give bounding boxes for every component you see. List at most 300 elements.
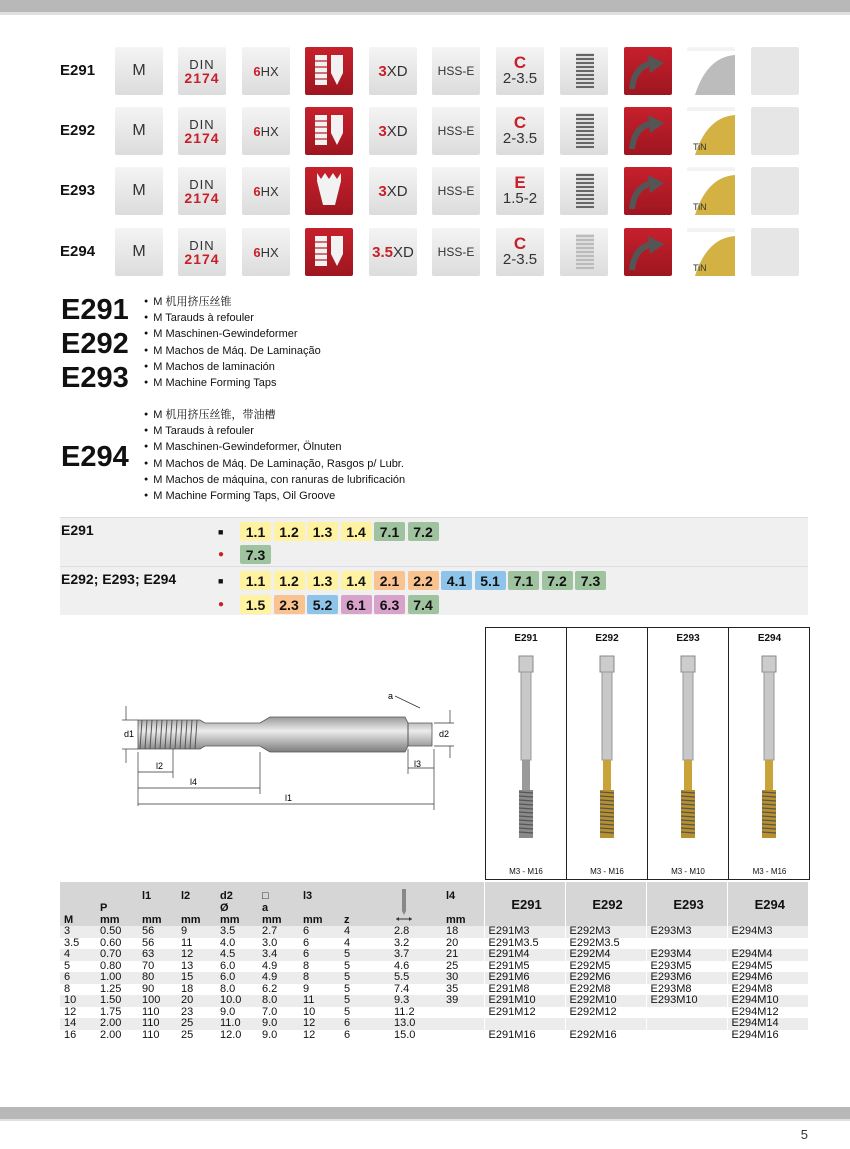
thread-form-icon: [305, 167, 353, 215]
coating-tile: [687, 107, 735, 155]
material-chip: 2.1: [374, 571, 405, 590]
icon-row: [60, 107, 805, 155]
table-cell: E294M4: [727, 949, 808, 961]
description-list-1: [144, 294, 321, 391]
header-l4: [442, 882, 484, 926]
table-cell: E293M6: [646, 972, 727, 984]
chamfer-range: 2-3.5: [502, 251, 538, 268]
table-cell: 4.0: [220, 936, 236, 949]
material-label: HSS-E: [437, 245, 475, 259]
thread-form-icon: [305, 47, 353, 95]
table-cell: E293M8: [646, 984, 727, 996]
table-cell: 5: [344, 959, 351, 972]
material-chip: 7.2: [542, 571, 573, 590]
table-cell: 5: [340, 995, 390, 1007]
material-chip: 7.2: [408, 522, 439, 541]
thread-form-icon: [305, 107, 353, 155]
table-cell: 110: [142, 1028, 160, 1041]
table-cell: 2.00: [100, 1028, 122, 1041]
tolerance-label: [253, 184, 278, 199]
header-a: [258, 882, 299, 926]
description-line: ● M Machine Forming Taps, Oil Groove: [144, 488, 405, 504]
table-cell: E292M12: [565, 1007, 646, 1019]
table-cell: E291M3.5: [484, 938, 565, 950]
table-cell: E293M3: [646, 926, 727, 938]
photo-column: [567, 628, 648, 879]
description-line: ● M Machos de laminación: [144, 359, 321, 375]
table-cell: [565, 1018, 646, 1030]
depth-label: [378, 63, 407, 80]
thread-image-icon: [560, 167, 608, 215]
empty-tile: [751, 47, 799, 95]
header-drill: [390, 882, 442, 926]
header-a-text: a: [262, 902, 269, 914]
tolerance-tile: [242, 47, 290, 95]
table-cell: 6.0: [220, 959, 236, 972]
diameter-symbol: Ø: [220, 902, 229, 914]
din-tile: [178, 167, 226, 215]
table-cell: 20: [446, 936, 459, 949]
bottom-bar-light: [0, 1119, 850, 1121]
table-cell: 25: [177, 1018, 216, 1030]
table-cell: 18: [181, 982, 194, 995]
material-chip: 7.3: [575, 571, 606, 590]
secondary-marker: ●: [218, 599, 225, 610]
table-cell: 8: [299, 972, 340, 984]
table-cell: E291M8: [484, 984, 565, 996]
table-cell: [442, 1007, 484, 1019]
table-cell: 16: [64, 1028, 77, 1041]
description-line: ● M 机用挤压丝锥，带油槽: [144, 407, 405, 423]
table-cell: 12.0: [220, 1028, 242, 1041]
table-cell: 9.0: [262, 1028, 278, 1041]
table-cell: 13: [181, 959, 194, 972]
table-cell: 8.0: [258, 995, 299, 1007]
header-p-text: P: [100, 902, 108, 914]
table-cell: E292M6: [565, 972, 646, 984]
material-chip: 1.4: [341, 522, 372, 541]
material-chip: 7.3: [240, 545, 271, 564]
table-cell: 3.7: [390, 949, 442, 961]
material-tile: [432, 228, 480, 276]
unit: mm: [181, 914, 201, 926]
table-cell: 25: [446, 959, 459, 972]
description-line: ● M Tarauds à refouler: [144, 423, 405, 439]
chamfer-class-tile: [496, 228, 544, 276]
table-cell: 0.60: [100, 936, 122, 949]
description-line: ● M Machos de máquina, con ranuras de lubrificación: [144, 472, 405, 488]
tolerance-label: [253, 124, 278, 139]
table-cell: 21: [442, 949, 484, 961]
table-cell: 15.0: [394, 1028, 416, 1041]
table-row: [60, 1030, 808, 1042]
material-chip: 6.1: [341, 595, 372, 614]
table-cell: 10.0: [216, 995, 258, 1007]
header-code: E293: [646, 882, 727, 926]
table-cell: 12: [303, 1028, 316, 1041]
table-cell: 110: [142, 1005, 160, 1018]
table-cell: 63: [138, 949, 177, 961]
description-line: ● M Maschinen-Gewindeformer, Ölnuten: [144, 439, 405, 455]
desc-code-2: E292: [61, 328, 129, 360]
tap-photo: [567, 652, 648, 852]
table-cell: 6: [60, 972, 96, 984]
header-code: E292: [565, 882, 646, 926]
unit: mm: [142, 914, 162, 926]
table-cell: E291M16: [484, 1030, 565, 1042]
tolerance-tile: [242, 167, 290, 215]
material-tile: [432, 167, 480, 215]
chamfer-letter: C: [513, 113, 527, 132]
photo-column: [486, 628, 567, 879]
label-l3: l3: [414, 759, 422, 769]
material-group-label: E291: [61, 522, 94, 538]
tap-photo: [648, 652, 729, 852]
din-bottom: 2174: [184, 250, 220, 267]
table-row: [60, 995, 808, 1007]
table-cell: 23: [181, 1005, 194, 1018]
spec-table: [60, 882, 808, 1041]
desc-code-3: E293: [61, 362, 129, 394]
table-cell: 1.75: [100, 1005, 122, 1018]
label-d1: d1: [124, 729, 135, 739]
photo-column: [648, 628, 729, 879]
material-chip: 1.5: [240, 595, 271, 614]
thread-m-tile: [115, 228, 163, 276]
din-tile: [178, 228, 226, 276]
material-chip: 1.3: [307, 571, 338, 590]
icon-row: [60, 47, 805, 95]
material-chip: 1.3: [307, 522, 338, 541]
table-cell: 3.4: [258, 949, 299, 961]
table-cell: 56: [138, 926, 177, 938]
unit: mm: [262, 914, 282, 926]
table-cell: 11: [299, 995, 340, 1007]
table-cell: 7.0: [262, 1005, 278, 1018]
table-cell: E292M4: [565, 949, 646, 961]
forming-arrow-icon: [624, 107, 672, 155]
primary-marker: ■: [218, 527, 224, 537]
thread-m-label: M: [132, 62, 146, 79]
table-cell: 4.9: [258, 972, 299, 984]
thread-m-tile: [115, 107, 163, 155]
table-cell: E293M10: [646, 995, 727, 1007]
tolerance-text: HX: [260, 123, 279, 139]
din-top: DIN: [189, 116, 215, 132]
material-chip: 7.4: [408, 595, 439, 614]
din-bottom: 2174: [184, 189, 220, 206]
material-chip: 5.1: [475, 571, 506, 590]
row-code: E294: [60, 243, 96, 260]
material-chip: 1.4: [341, 571, 372, 590]
description-line: ● M Machos de Máq. De Laminação, Rasgos p/ Lubr.: [144, 456, 405, 472]
photo-code: E294: [757, 633, 782, 644]
depth-tile: [369, 107, 417, 155]
forming-arrow-icon: [624, 47, 672, 95]
table-cell: 2.7: [258, 926, 299, 938]
header-code: E291: [484, 882, 565, 926]
depth-text: XD: [386, 182, 408, 200]
material-chip: 4.1: [441, 571, 472, 590]
desc-code-4: E294: [61, 441, 129, 473]
header-l3-text: l3: [303, 890, 313, 902]
table-cell: 56: [142, 936, 155, 949]
table-cell: 1.50: [96, 995, 138, 1007]
material-tile: [432, 107, 480, 155]
top-bar: [0, 0, 850, 12]
label-d2: d2: [439, 729, 450, 739]
table-row: [60, 938, 808, 950]
table-cell: 4.6: [394, 959, 410, 972]
header-l1: [138, 882, 177, 926]
thread-form-icon: [305, 228, 353, 276]
table-cell: 2.8: [390, 926, 442, 938]
din-top: DIN: [189, 176, 215, 192]
table-cell: 6: [340, 1018, 390, 1030]
tolerance-label: [253, 245, 278, 260]
table-cell: 25: [181, 1028, 194, 1041]
material-separator: [60, 566, 808, 567]
material-tile: [432, 47, 480, 95]
table-cell: 3.5: [64, 936, 80, 949]
table-cell: 10: [303, 1005, 316, 1018]
chamfer-class-tile: [496, 167, 544, 215]
table-cell: 4.9: [262, 959, 278, 972]
material-label: HSS-E: [437, 184, 475, 198]
table-cell: 5: [64, 959, 71, 972]
table-cell: E294M8: [727, 984, 808, 996]
depth-number: 3: [378, 62, 387, 80]
tolerance-number: 6: [253, 63, 261, 79]
material-chip: 7.1: [374, 522, 405, 541]
table-cell: E293M4: [646, 949, 727, 961]
table-cell: 5: [344, 1005, 351, 1018]
coating-tile: [687, 228, 735, 276]
table-row: [60, 972, 808, 984]
table-cell: 7.4: [394, 982, 410, 995]
table-cell: E294M5: [727, 961, 808, 973]
material-label: HSS-E: [437, 64, 475, 78]
table-cell: 1.00: [96, 972, 138, 984]
tap-photo: [486, 652, 567, 852]
material-chip: 1.1: [240, 522, 271, 541]
table-cell: E294M3: [727, 926, 808, 938]
din-top: DIN: [189, 56, 215, 72]
photo-code: E291: [514, 633, 538, 644]
depth-number: 3.5: [372, 243, 393, 261]
depth-label: [378, 123, 407, 140]
table-cell: 2.00: [96, 1018, 138, 1030]
header-d2: [216, 882, 258, 926]
header-z-text: z: [344, 914, 350, 926]
thread-m-tile: [115, 47, 163, 95]
desc-code-1: E291: [61, 294, 129, 326]
photo-range: M3 - M16: [752, 867, 787, 876]
table-row: [60, 961, 808, 973]
row-code: E291: [60, 62, 96, 79]
table-cell: 8: [64, 982, 71, 995]
table-cell: 9.3: [390, 995, 442, 1007]
table-cell: 12: [299, 1018, 340, 1030]
depth-text: XD: [393, 243, 414, 261]
table-cell: E294M14: [727, 1018, 808, 1030]
forming-arrow-icon: [624, 167, 672, 215]
depth-tile: [369, 167, 417, 215]
table-cell: E292M3.5: [565, 938, 646, 950]
drill-icon: [394, 887, 414, 923]
empty-tile: [751, 228, 799, 276]
table-cell: 4: [60, 949, 96, 961]
depth-label: [372, 244, 414, 261]
material-chip: 1.2: [274, 571, 305, 590]
label-l2: l2: [156, 761, 164, 771]
table-cell: E292M5: [565, 961, 646, 973]
table-cell: 11.2: [394, 1005, 415, 1018]
square-icon: □: [262, 890, 269, 902]
table-cell: 3.2: [394, 936, 410, 949]
photo-range: M3 - M16: [509, 867, 543, 876]
table-cell: 3: [60, 926, 96, 938]
table-cell: 11.0: [216, 1018, 258, 1030]
unit: mm: [220, 914, 240, 926]
table-cell: E291M6: [484, 972, 565, 984]
din-bottom: 2174: [184, 69, 220, 86]
photo-column: [729, 628, 810, 879]
thread-m-label: M: [132, 182, 146, 199]
table-cell: 5: [340, 972, 390, 984]
table-cell: 15: [177, 972, 216, 984]
material-chip: 1.2: [274, 522, 305, 541]
table-cell: 0.50: [96, 926, 138, 938]
table-cell: E294M6: [727, 972, 808, 984]
header-l3: [299, 882, 340, 926]
table-cell: E293M5: [646, 961, 727, 973]
depth-number: 3: [378, 122, 387, 140]
label-l1: l1: [285, 793, 293, 803]
table-cell: 12: [64, 1005, 77, 1018]
depth-tile: [369, 228, 417, 276]
table-cell: 9.0: [258, 1018, 299, 1030]
table-cell: 80: [138, 972, 177, 984]
depth-text: XD: [386, 122, 408, 140]
material-label: HSS-E: [437, 124, 475, 138]
table-cell: E292M10: [565, 995, 646, 1007]
icon-row: [60, 228, 805, 276]
chamfer-class-tile: [496, 107, 544, 155]
table-cell: 70: [142, 959, 155, 972]
table-cell: 6: [344, 1028, 351, 1041]
empty-tile: [751, 167, 799, 215]
tolerance-text: HX: [260, 244, 279, 260]
row-code: E292: [60, 122, 96, 139]
din-top: DIN: [189, 237, 215, 253]
thread-image-icon: [560, 47, 608, 95]
label-l4: l4: [190, 777, 198, 787]
page-number: 5: [800, 1127, 808, 1142]
table-cell: 4: [344, 936, 351, 949]
table-cell: 30: [442, 972, 484, 984]
table-cell: [646, 1030, 727, 1042]
depth-tile: [369, 47, 417, 95]
depth-number: 3: [378, 182, 387, 200]
tolerance-number: 6: [253, 244, 261, 260]
material-chip: 7.1: [508, 571, 539, 590]
bottom-bar: [0, 1107, 850, 1119]
table-cell: 9: [303, 982, 310, 995]
tolerance-number: 6: [253, 123, 261, 139]
chamfer-range: 2-3.5: [502, 70, 538, 87]
table-cell: 4.5: [216, 949, 258, 961]
table-cell: 6: [299, 949, 340, 961]
table-row: [60, 1007, 808, 1019]
header-l1-text: l1: [142, 890, 152, 902]
table-cell: 12: [177, 949, 216, 961]
material-chip: 1.1: [240, 571, 271, 590]
table-row: [60, 949, 808, 961]
tolerance-label: [253, 64, 278, 79]
table-cell: E292M3: [565, 926, 646, 938]
coating-label: TiN: [693, 202, 707, 212]
table-cell: E292M8: [565, 984, 646, 996]
table-cell: E294M12: [727, 1007, 808, 1019]
table-cell: 5.5: [390, 972, 442, 984]
table-cell: E294M16: [727, 1030, 808, 1042]
tolerance-tile: [242, 107, 290, 155]
coating-tile: [687, 167, 735, 215]
description-line: ● M Maschinen-Gewindeformer: [144, 326, 321, 342]
photo-range: M3 - M10: [671, 867, 705, 876]
table-cell: [646, 1007, 727, 1019]
description-list-2: [144, 407, 405, 504]
table-cell: 14: [60, 1018, 96, 1030]
thread-m-label: M: [132, 243, 146, 260]
thread-m-label: M: [132, 122, 146, 139]
table-cell: 1.25: [100, 982, 122, 995]
tap-photo: [729, 652, 810, 852]
table-cell: 6: [299, 926, 340, 938]
table-cell: 20: [177, 995, 216, 1007]
icon-row: [60, 167, 805, 215]
description-line: ● M 机用挤压丝锥: [144, 294, 321, 310]
table-row: [60, 926, 808, 938]
header-l2-text: l2: [181, 890, 191, 902]
tolerance-tile: [242, 228, 290, 276]
depth-text: XD: [386, 62, 408, 80]
header-l2: [177, 882, 216, 926]
table-cell: 9: [177, 926, 216, 938]
table-cell: 0.70: [96, 949, 138, 961]
table-cell: E291M12: [484, 1007, 565, 1019]
top-bar-light: [0, 12, 850, 15]
table-cell: E291M3: [484, 926, 565, 938]
description-line: ● M Tarauds à refouler: [144, 310, 321, 326]
chamfer-class-tile: [496, 47, 544, 95]
coating-label: TiN: [693, 263, 707, 273]
table-cell: E292M16: [565, 1030, 646, 1042]
unit: mm: [446, 914, 466, 926]
tolerance-number: 6: [253, 183, 261, 199]
tolerance-text: HX: [260, 63, 279, 79]
table-cell: 4: [340, 926, 390, 938]
table-cell: 5: [340, 949, 390, 961]
header-m-text: M: [64, 914, 74, 926]
table-cell: 8: [303, 959, 310, 972]
material-chip: 6.3: [374, 595, 405, 614]
table-cell: 39: [442, 995, 484, 1007]
din-tile: [178, 107, 226, 155]
tolerance-text: HX: [260, 183, 279, 199]
description-line: ● M Machine Forming Taps: [144, 375, 321, 391]
